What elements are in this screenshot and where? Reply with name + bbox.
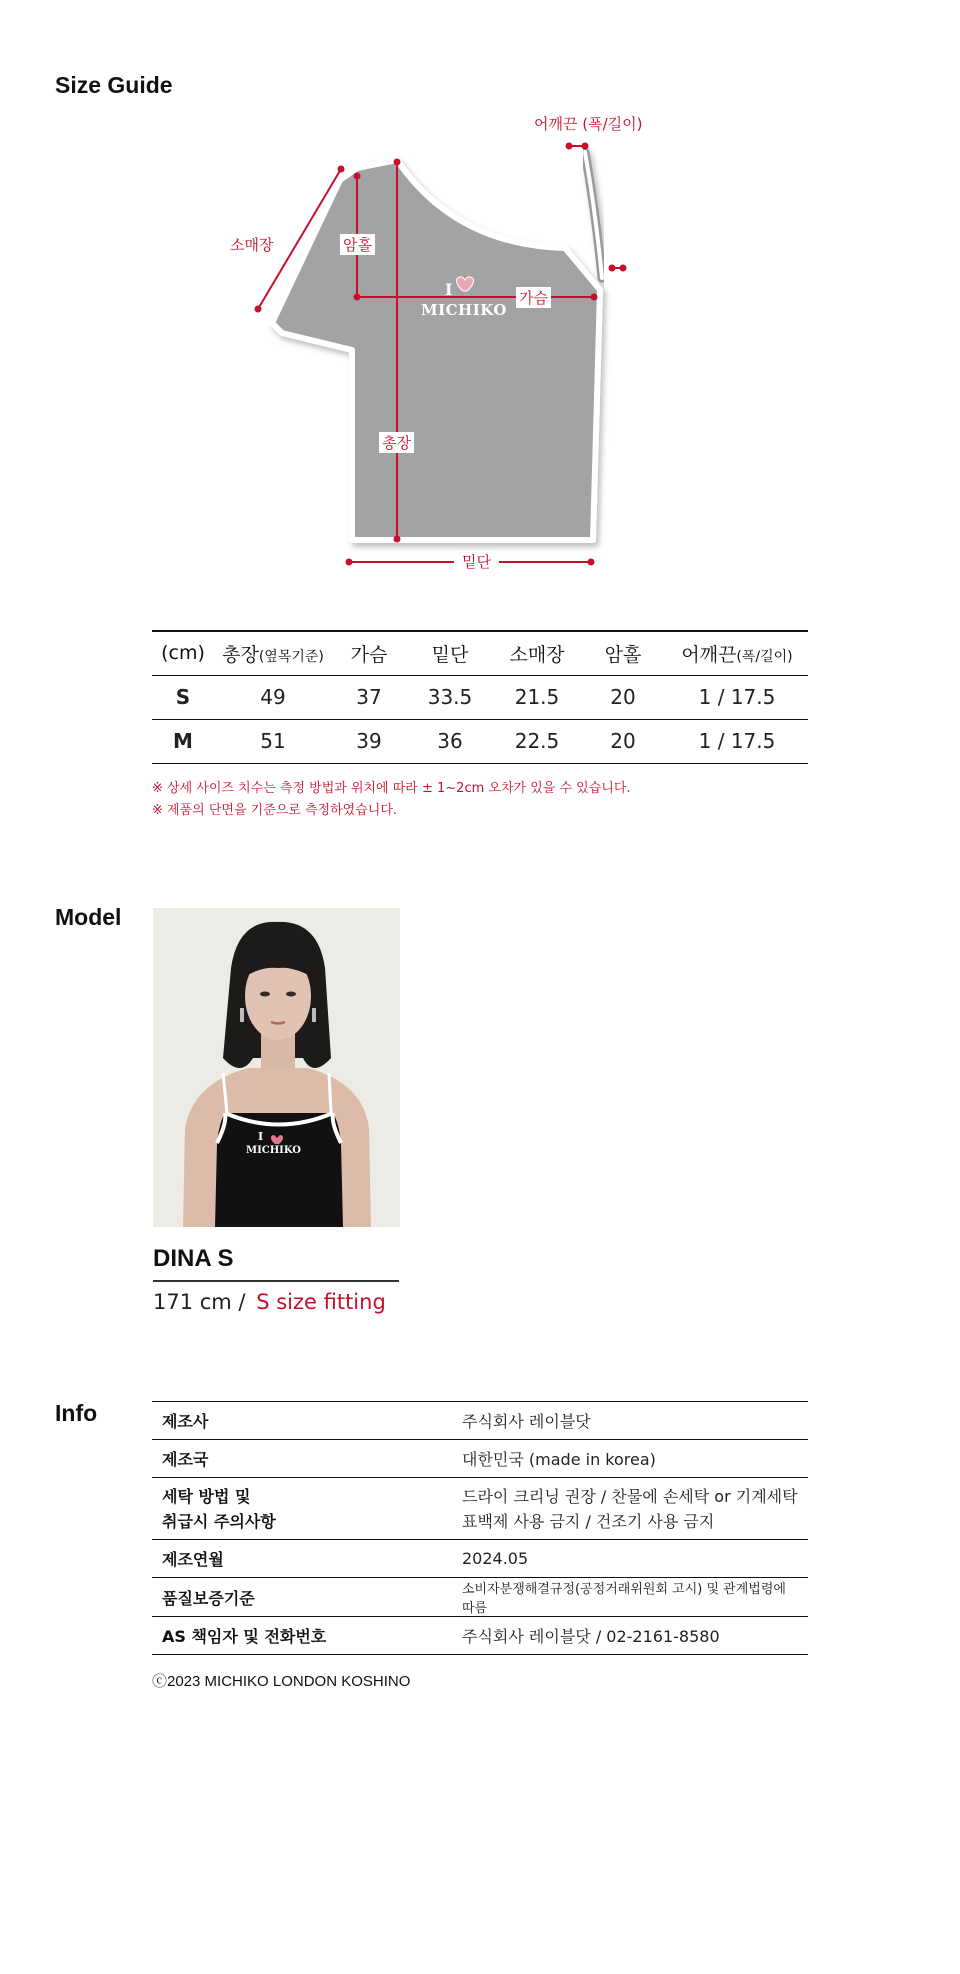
info-row (152, 1402, 808, 1440)
table-row: M 51 39 36 22.5 20 1 / 17.5 (152, 719, 808, 763)
info-key: AS 책임자 및 전화번호 (162, 1627, 327, 1646)
chest-label: 가슴 (516, 287, 551, 308)
header-sleeve: 소매장 (509, 643, 565, 666)
model-info (153, 1290, 386, 1314)
info-value: 2024.05 (462, 1549, 529, 1568)
info-value: 대한민국 (made in korea) (462, 1450, 656, 1469)
model-name: DINA S (153, 1245, 234, 1272)
info-row (152, 1578, 808, 1617)
garment-diagram (0, 0, 960, 600)
info-row (152, 1617, 808, 1655)
photo-print-line1: I (258, 1130, 264, 1143)
model-fit: S size fitting (256, 1290, 386, 1314)
size-table (152, 630, 808, 764)
header-strap: 어깨끈(폭/길이) (681, 643, 793, 666)
strap-label: 어깨끈 (폭/길이) (531, 113, 645, 134)
length-label: 총장 (379, 432, 414, 453)
info-title: Info (55, 1400, 98, 1426)
info-value: 주식회사 레이블닷 (462, 1412, 591, 1431)
header-armhole: 암홀 (604, 643, 642, 666)
info-value: 주식회사 레이블닷 / 02-2161-8580 (462, 1627, 720, 1646)
size-note-2: ※ 제품의 단면을 기준으로 측정하였습니다. (152, 803, 398, 818)
info-row (152, 1440, 808, 1478)
header-length: 총장(옆목기준) (222, 643, 324, 666)
copyright: ⓒ2023 MICHIKO LONDON KOSHINO (152, 1673, 411, 1690)
model-divider (153, 1280, 399, 1282)
info-key: 제조연월 (162, 1550, 224, 1569)
garment-print-line1: I (445, 280, 453, 299)
info-value: 소비자분쟁해결규정(공정거래위원회 고시) 및 관계법령에 따름 (462, 1582, 786, 1616)
hem-label: 밑단 (454, 551, 499, 572)
size-guide-title: Size Guide (55, 72, 173, 98)
info-row (152, 1478, 808, 1540)
size-table-header (152, 631, 808, 675)
model-title: Model (55, 904, 122, 930)
garment-print-line2: MICHIKO (421, 301, 507, 319)
model-height: 171 cm / (153, 1290, 246, 1314)
info-key: 제조국 (162, 1450, 209, 1469)
garment-body (272, 160, 600, 540)
info-key: 세탁 방법 및 취급시 주의사항 (162, 1486, 276, 1531)
header-chest: 가슴 (350, 643, 388, 666)
header-hem: 밑단 (431, 643, 469, 666)
info-key: 품질보증기준 (162, 1588, 255, 1608)
sleeve-label: 소매장 (227, 234, 276, 255)
table-row: S 49 37 33.5 21.5 20 1 / 17.5 (152, 675, 808, 719)
model-photo (153, 908, 400, 1227)
photo-print-line2: MICHIKO (246, 1145, 301, 1156)
info-table (152, 1401, 808, 1655)
size-note-1: ※ 상세 사이즈 치수는 측정 방법과 위치에 따라 ± 1~2cm 오차가 있을 수 있습니다. (152, 781, 631, 796)
header-unit: (cm) (161, 642, 205, 665)
info-value: 드라이 크리닝 권장 / 찬물에 손세탁 or 기계세탁 표백제 사용 금지 / 건조기 사용 금지 (462, 1486, 798, 1531)
armhole-label: 암홀 (340, 234, 375, 255)
info-key: 제조사 (162, 1412, 209, 1431)
info-row (152, 1540, 808, 1578)
